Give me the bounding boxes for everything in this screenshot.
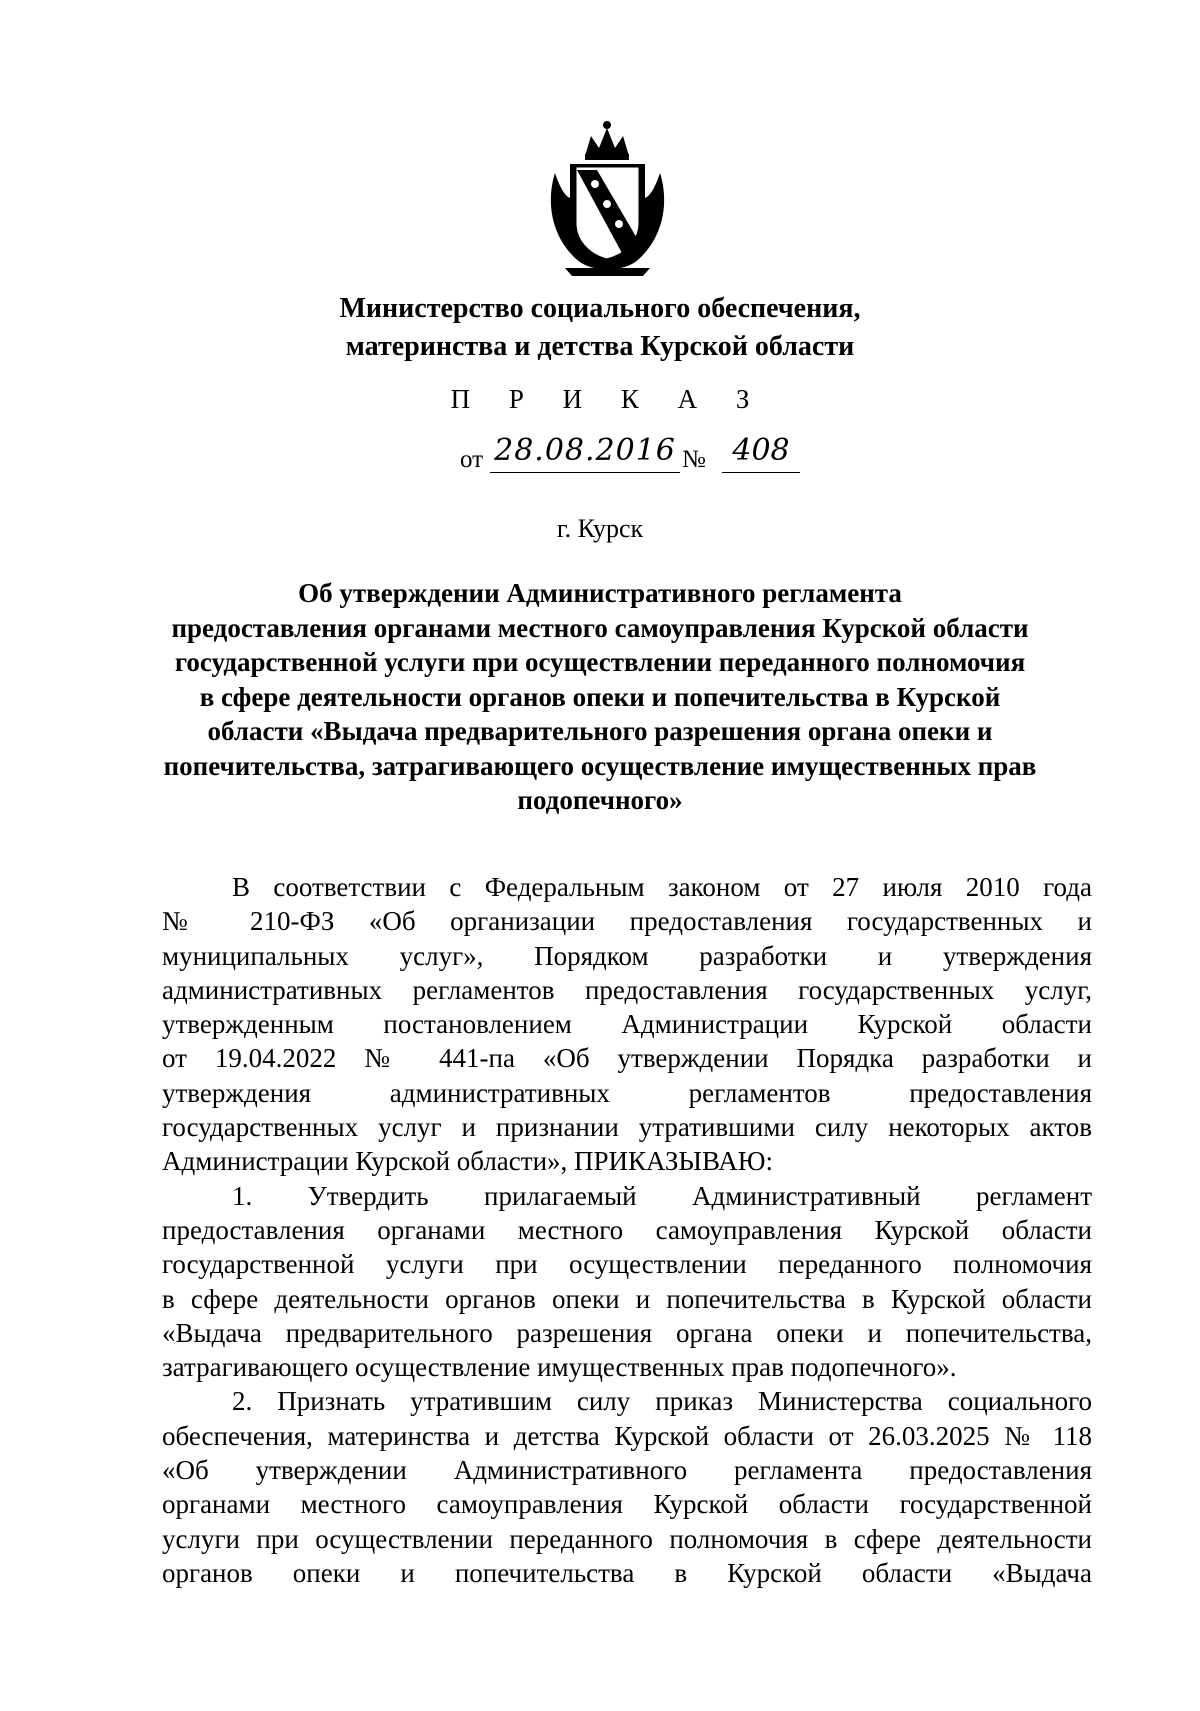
body-line: государственных услуг и признании утратившими силу некоторых актов bbox=[162, 1112, 1092, 1143]
title-line: Об утверждении Административного регламента bbox=[298, 578, 902, 608]
city: г. Курск bbox=[556, 514, 644, 543]
body-line: затрагивающего осуществление имущественных прав подопечного». bbox=[162, 1352, 957, 1383]
title-line: государственной услуги при осуществлении переданного полномочия bbox=[174, 647, 1026, 677]
order-date-handwritten: 28.08.2016 bbox=[490, 432, 680, 473]
body-line: «Выдача предварительного разрешения органа опеки и попечительства, bbox=[162, 1317, 1092, 1348]
document-body bbox=[162, 870, 1092, 1590]
ministry-line-2: материнства и детства Курской области bbox=[345, 331, 855, 362]
order-heading: П Р И К А З bbox=[450, 384, 766, 414]
body-line: от 19.04.2022 № 441-па «Об утверждении Порядка разработки и bbox=[162, 1043, 1092, 1074]
body-line: муниципальных услуг», Порядком разработки и утверждения bbox=[162, 940, 1092, 971]
body-line: обеспечения, материнства и детства Курской области от 26.03.2025 № 118 bbox=[162, 1420, 1092, 1451]
title-line: области «Выдача предварительного разрешения органа опеки и bbox=[207, 716, 993, 746]
title-line: предоставления органами местного самоуправления Курской области bbox=[171, 612, 1029, 643]
body-line: № 210-ФЗ «Об организации предоставления государственных и bbox=[162, 906, 1092, 937]
body-line: государственной услуги при осуществлении переданного полномочия bbox=[162, 1249, 1092, 1280]
title-line: попечительства, затрагивающего осуществление имущественных прав bbox=[163, 750, 1037, 781]
body-line: в сфере деятельности органов опеки и попечительства в Курской области bbox=[162, 1283, 1092, 1314]
body-line: В соответствии с Федеральным законом от 27 июля 2010 года bbox=[232, 872, 1092, 902]
date-prefix: от bbox=[460, 446, 484, 473]
coat-of-arms-icon bbox=[545, 118, 670, 278]
body-line: утверждения административных регламентов предоставления bbox=[162, 1077, 1092, 1108]
body-line: 1. Утвердить прилагаемый Административный регламент bbox=[232, 1180, 1092, 1211]
number-sign: № bbox=[682, 446, 706, 473]
title-line: в сфере деятельности органов опеки и попечительства в Курской bbox=[199, 681, 1001, 712]
body-line: предоставления органами местного самоуправления Курской области bbox=[162, 1214, 1092, 1245]
body-line: органов опеки и попечительства в Курской области «Выдача bbox=[162, 1557, 1092, 1588]
body-line: Администрации Курской области», ПРИКАЗЫВАЮ: bbox=[162, 1146, 774, 1177]
order-date-number bbox=[460, 432, 800, 476]
body-line: органами местного самоуправления Курской области государственной bbox=[162, 1489, 1092, 1520]
body-line: утвержденным постановлением Администрации Курской области bbox=[162, 1009, 1092, 1040]
ministry-line-1: Министерство социального обеспечения, bbox=[339, 293, 861, 324]
order-number-handwritten: 408 bbox=[722, 432, 800, 473]
title-line: подопечного» bbox=[517, 785, 683, 815]
body-line: административных регламентов предоставления государственных услуг, bbox=[162, 974, 1092, 1005]
ministry-name bbox=[0, 290, 1200, 366]
body-line: услуги при осуществлении переданного полномочия в сфере деятельности bbox=[162, 1523, 1092, 1554]
body-line: 2. Признать утратившим силу приказ Министерства социального bbox=[232, 1386, 1092, 1417]
document-title bbox=[150, 576, 1050, 818]
body-line: «Об утверждении Административного регламента предоставления bbox=[162, 1455, 1092, 1486]
